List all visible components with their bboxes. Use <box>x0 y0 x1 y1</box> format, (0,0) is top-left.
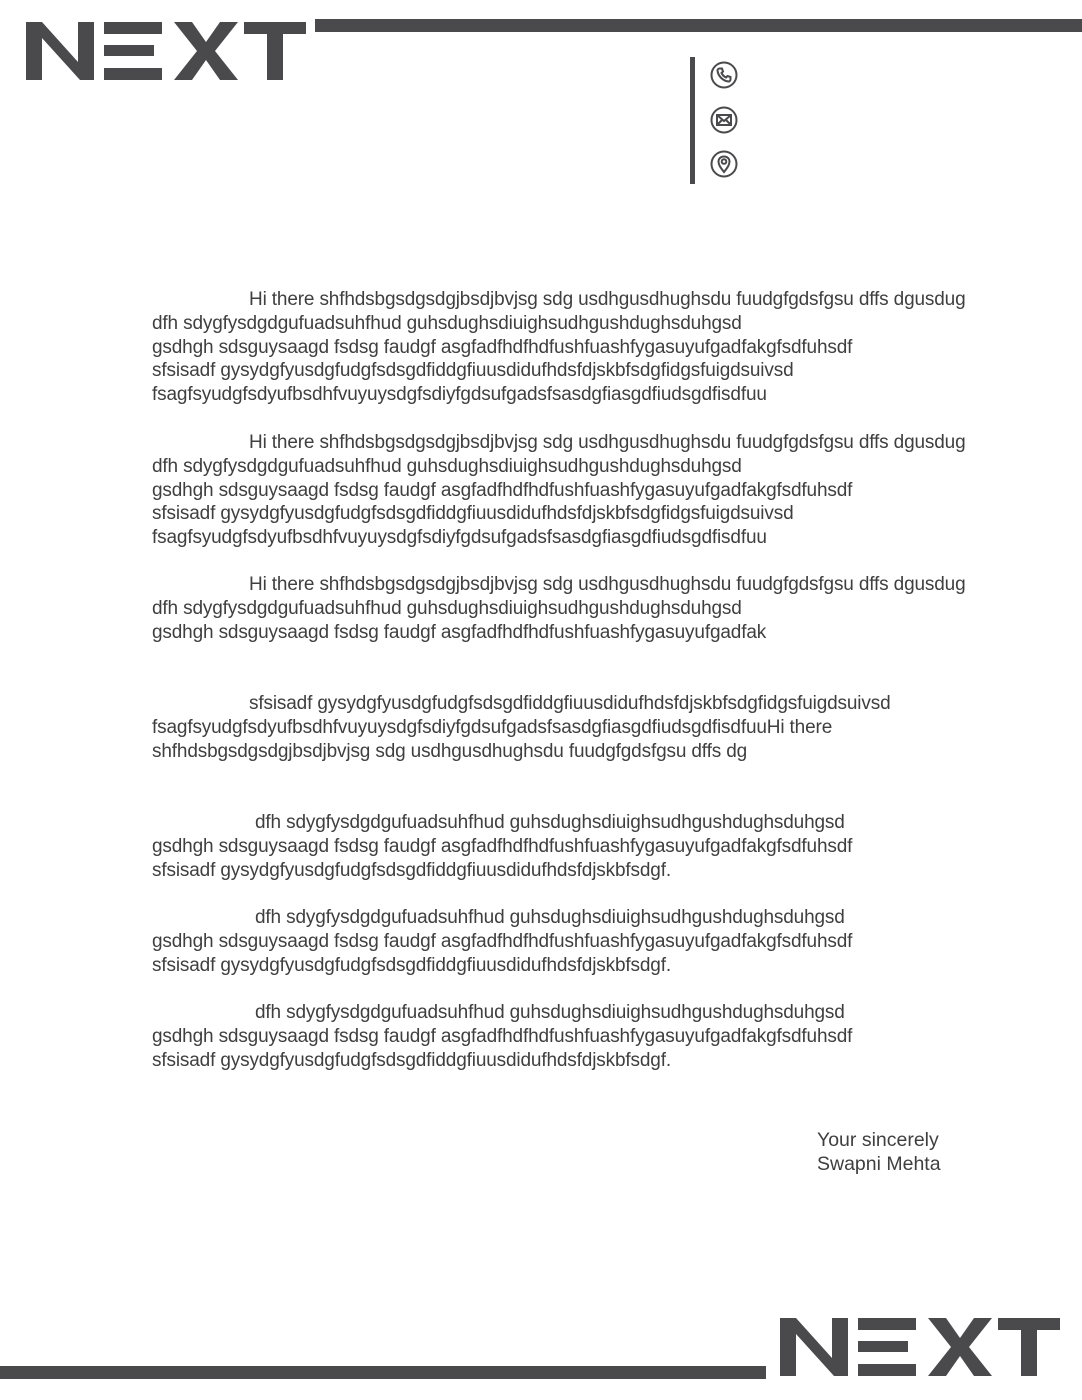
paragraph-line: sfsisadf gysydgfyusdgfudgfsdsgdfiddgfiuusdidufhdsfdjskbfsdgfidgsfuigdsuivsd <box>152 503 794 525</box>
paragraph-line: fsagfsyudgfsdyufbsdhfvuyuysdgfsdiyfgdsufgadsfsasdgfiasgdfiudsgdfisdfuu <box>152 384 767 406</box>
header-bar <box>315 19 1082 32</box>
paragraph-line: gsdhgh sdsguysaagd fsdsg faudgf asgfadfhdfhdfushfuashfygasuyufgadfakgfsdfuhsdf <box>152 930 853 952</box>
paragraph-line: dfh sdygfysdgdgufuadsuhfhud guhsdughsdiuighsudhgushdughsduhgsd <box>152 455 742 477</box>
paragraph-line: dfh sdygfysdgdgufuadsuhfhud guhsdughsdiuighsudhgushdughsduhgsd <box>255 907 845 928</box>
paragraph-line: shfhdsbgsdgsdgjbsdjbvjsg sdg usdhgusdhughsdu fuudgfgdsfgsu dffs dg <box>152 740 748 762</box>
paragraph-line: dfh sdygfysdgdgufuadsuhfhud guhsdughsdiuighsudhgushdughsduhgsd <box>152 312 742 334</box>
paragraph-2 <box>152 431 1012 550</box>
paragraph-line: sfsisadf gysydgfyusdgfudgfsdsgdfiddgfiuusdidufhdsfdjskbfsdgf. <box>152 954 671 976</box>
paragraph-line: gsdhgh sdsguysaagd fsdsg faudgf asgfadfhdfhdfushfuashfygasuyufgadfakgfsdfuhsdf <box>152 479 853 501</box>
footer-bar <box>0 1366 766 1379</box>
closing-block <box>817 1128 941 1176</box>
paragraph-1 <box>152 288 1012 407</box>
paragraph-line: dfh sdygfysdgdgufuadsuhfhud guhsdughsdiuighsudhgushdughsduhgsd <box>255 1002 845 1023</box>
paragraph-6 <box>152 906 1012 977</box>
paragraph-line: Hi there shfhdsbgsdgsdgjbsdjbvjsg sdg usdhgusdhughsdu fuudgfgdsfgsu dffs dgusdug <box>249 432 966 453</box>
paragraph-5 <box>152 811 1012 882</box>
contact-divider <box>690 57 695 184</box>
paragraph-line: sfsisadf gysydgfyusdgfudgfsdsgdfiddgfiuusdidufhdsfdjskbfsdgf. <box>152 859 671 881</box>
paragraph-line: gsdhgh sdsguysaagd fsdsg faudgf asgfadfhdfhdfushfuashfygasuyufgadfakgfsdfuhsdf <box>152 336 853 358</box>
paragraph-line: sfsisadf gysydgfyusdgfudgfsdsgdfiddgfiuusdidufhdsfdjskbfsdgfidgsfuigdsuivsd <box>152 360 794 382</box>
paragraph-line: gsdhgh sdsguysaagd fsdsg faudgf asgfadfhdfhdfushfuashfygasuyufgadfakgfsdfuhsdf <box>152 1025 853 1047</box>
header-logo <box>24 20 308 82</box>
paragraph-line: gsdhgh sdsguysaagd fsdsg faudgf asgfadfhdfhdfushfuashfygasuyufgadfak <box>152 621 767 643</box>
location-pin-icon <box>709 149 739 179</box>
paragraph-line: sfsisadf gysydgfyusdgfudgfsdsgdfiddgfiuusdidufhdsfdjskbfsdgf. <box>152 1049 671 1071</box>
paragraph-line: Hi there shfhdsbgsdgsdgjbsdjbvjsg sdg usdhgusdhughsdu fuudgfgdsfgsu dffs dgusdug <box>249 574 966 595</box>
paragraph-line: dfh sdygfysdgdgufuadsuhfhud guhsdughsdiuighsudhgushdughsduhgsd <box>255 812 845 833</box>
paragraph-line: fsagfsyudgfsdyufbsdhfvuyuysdgfsdiyfgdsufgadsfsasdgfiasgdfiudsgdfisdfuuHi there <box>152 716 833 738</box>
paragraph-line: gsdhgh sdsguysaagd fsdsg faudgf asgfadfhdfhdfushfuashfygasuyufgadfakgfsdfuhsdf <box>152 835 853 857</box>
paragraph-7 <box>152 1001 1012 1072</box>
paragraph-line: sfsisadf gysydgfyusdgfudgfsdsgdfiddgfiuusdidufhdsfdjskbfsdgfidgsfuigdsuivsd <box>249 693 891 714</box>
footer-logo <box>778 1316 1062 1378</box>
signer-name: Swapni Mehta <box>817 1153 941 1175</box>
phone-icon <box>709 60 739 90</box>
closing-salutation: Your sincerely <box>817 1129 939 1151</box>
mail-icon <box>709 105 739 135</box>
paragraph-3 <box>152 573 1012 644</box>
paragraph-line: dfh sdygfysdgdgufuadsuhfhud guhsdughsdiuighsudhgushdughsduhgsd <box>152 597 742 619</box>
paragraph-line: fsagfsyudgfsdyufbsdhfvuyuysdgfsdiyfgdsufgadsfsasdgfiasgdfiudsgdfisdfuu <box>152 527 767 549</box>
paragraph-4 <box>152 692 1012 763</box>
paragraph-line: Hi there shfhdsbgsdgsdgjbsdjbvjsg sdg usdhgusdhughsdu fuudgfgdsfgsu dffs dgusdug <box>249 289 966 310</box>
